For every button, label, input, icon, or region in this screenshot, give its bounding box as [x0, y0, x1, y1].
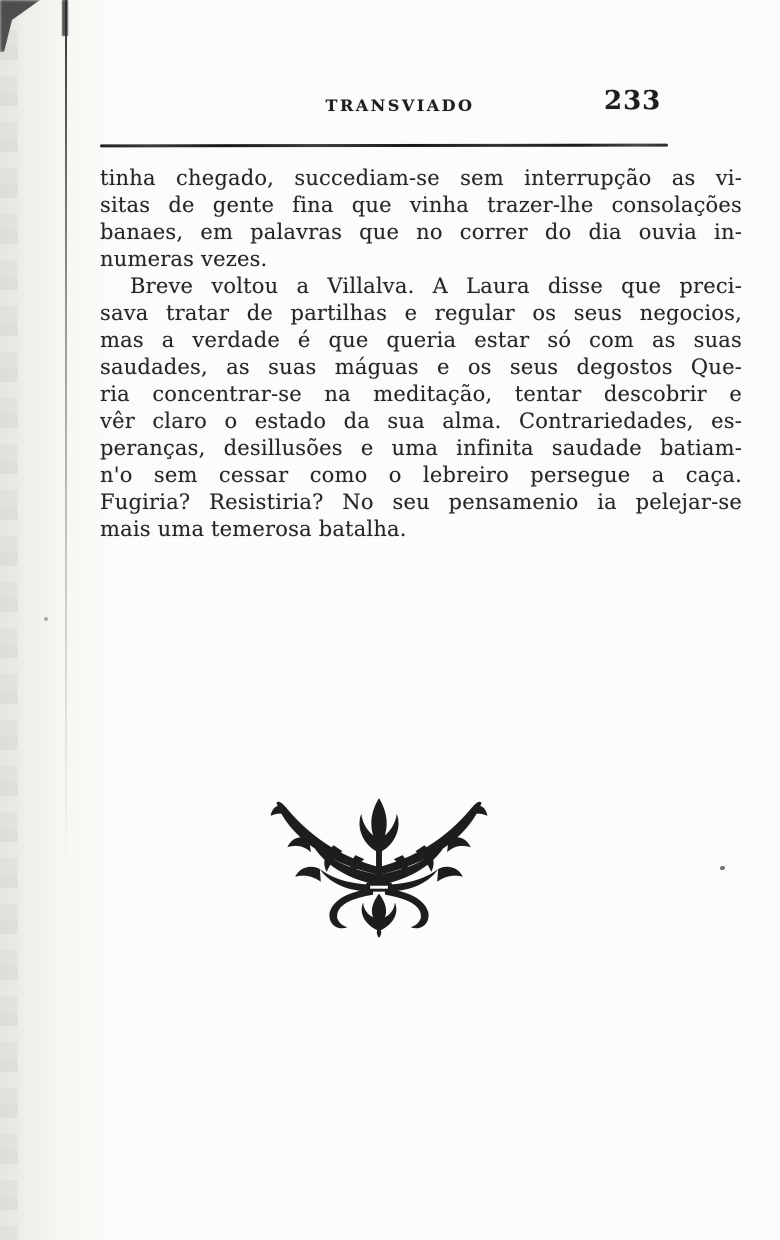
binding-crease-head — [62, 0, 68, 36]
running-title: TRANSVIADO — [325, 96, 475, 115]
text-line: Fugiria? Resistiria? No seu pensamenio ia pelejar-se — [100, 490, 742, 514]
text-line: sava tratar de partilhas e regular os seus negocios, — [100, 301, 742, 325]
left-edge-shading — [0, 0, 18, 1240]
ink-speck — [44, 617, 48, 621]
ink-speck — [720, 866, 725, 870]
text-line: banaes, em palavras que no correr do dia ouvia in- — [100, 220, 742, 244]
fleuron-ornament-icon — [270, 794, 488, 938]
text-line: numeras vezes. — [100, 247, 268, 271]
text-line: saudades, as suas máguas e os seus degostos Que- — [100, 355, 742, 379]
binding-crease-line — [65, 0, 67, 900]
page-number: 233 — [604, 86, 662, 116]
text-line: peranças, desillusões e uma infinita saudade batiam- — [100, 436, 742, 460]
header-rule — [100, 144, 668, 148]
text-line: vêr claro o estado da sua alma. Contrariedades, es- — [100, 409, 742, 433]
paragraph-1 — [100, 165, 742, 273]
text-line: Breve voltou a Villalva. A Laura disse que preci- — [130, 274, 742, 298]
paragraph-2 — [100, 273, 742, 543]
text-line: ria concentrar-se na meditação, tentar descobrir e — [100, 382, 742, 406]
text-line: tinha chegado, succediam-se sem interrupção as vi- — [100, 166, 742, 190]
text-line: mas a verdade é que queria estar só com as suas — [100, 328, 742, 352]
text-line: mais uma temerosa batalha. — [100, 517, 407, 541]
fleuron-svg — [270, 794, 488, 938]
text-line: sitas de gente fina que vinha trazer-lhe consolações — [100, 193, 742, 217]
text-block — [100, 165, 742, 543]
text-line: n'o sem cessar como o lebreiro persegue a caça. — [100, 463, 742, 487]
